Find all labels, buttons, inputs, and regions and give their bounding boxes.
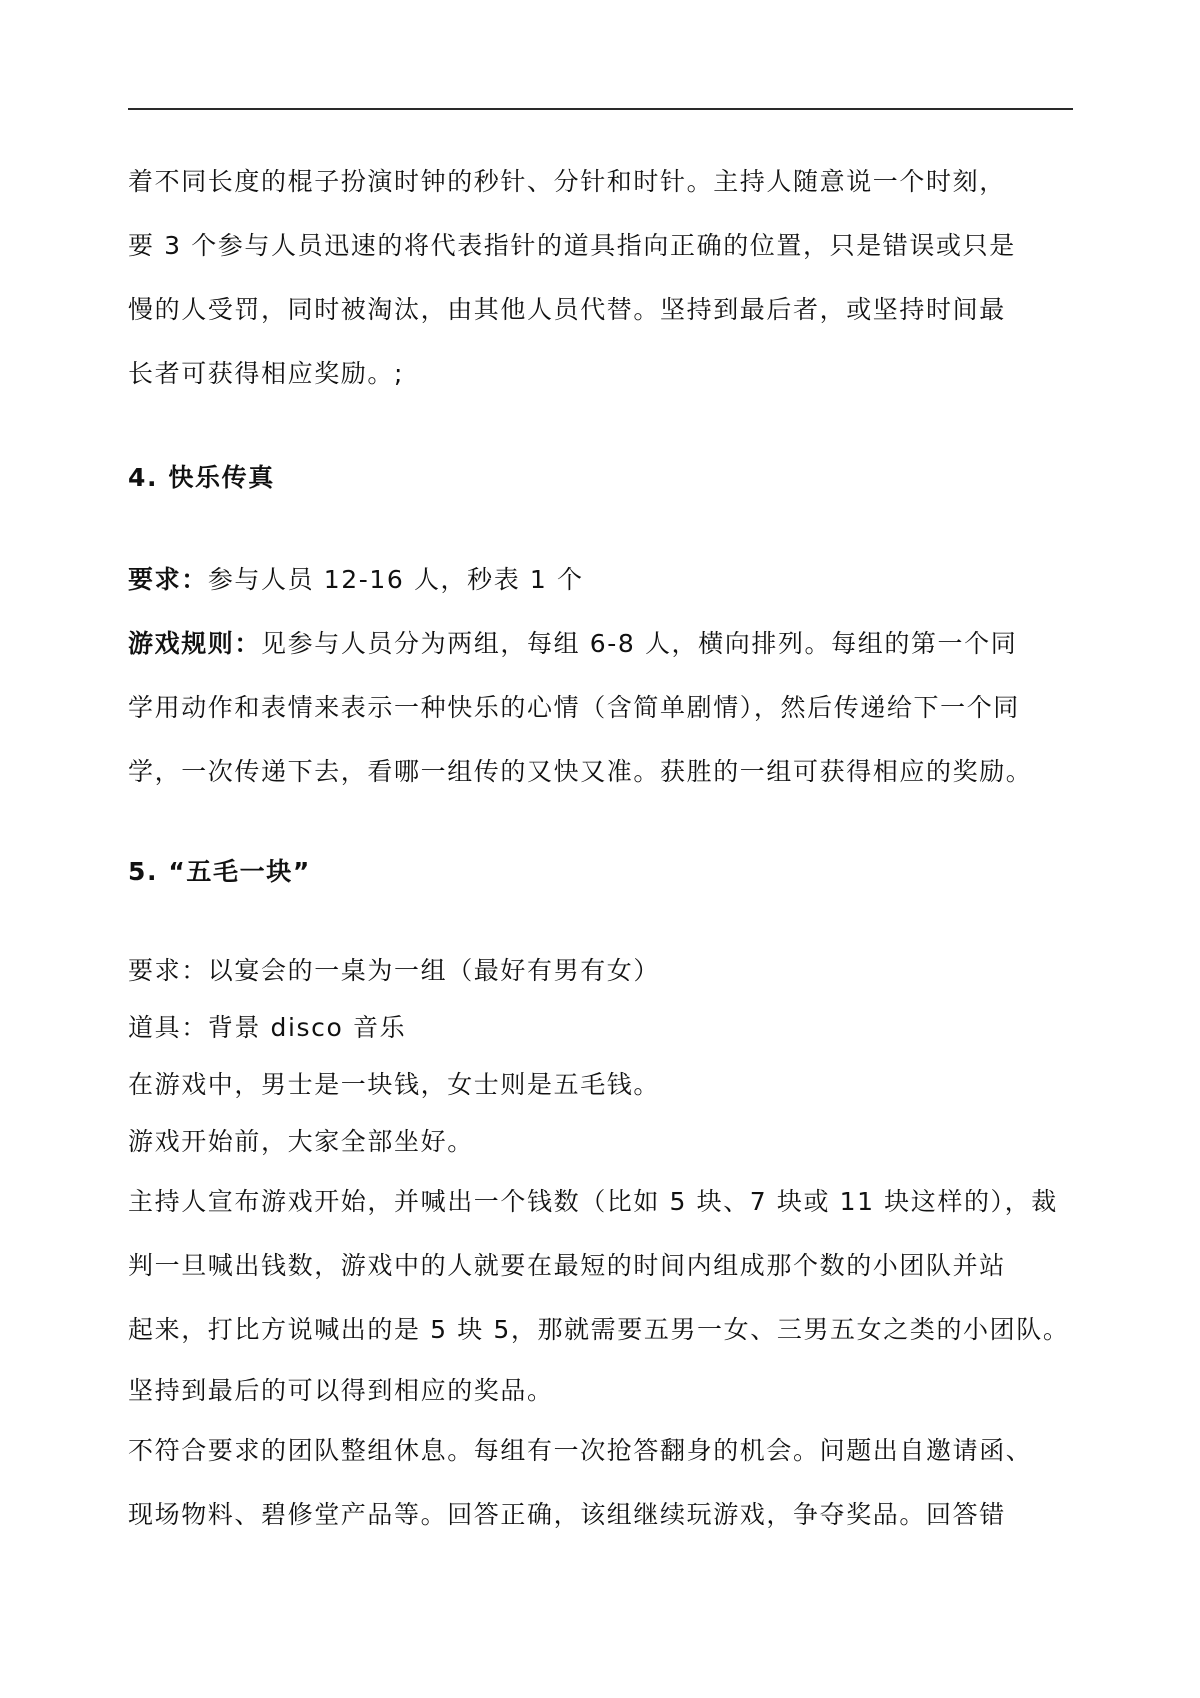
requirement-label: 要求： bbox=[128, 565, 208, 594]
rule-label: 游戏规则： bbox=[128, 629, 262, 658]
section-5-heading: 5. “五毛一块” bbox=[128, 857, 311, 886]
section-5-line: 游戏开始前，大家全部坐好。 bbox=[128, 1127, 474, 1156]
section-5-line: 道具：背景 disco 音乐 bbox=[128, 1013, 407, 1042]
section-5-line: 主持人宣布游戏开始，并喊出一个钱数（比如 5 块、7 块或 11 块这样的），裁 bbox=[128, 1187, 1058, 1216]
section-4-requirement bbox=[128, 548, 1073, 612]
section-5-line: 现场物料、碧修堂产品等。回答正确，该组继续玩游戏，争夺奖品。回答错 bbox=[128, 1500, 1006, 1529]
intro-line: 慢的人受罚，同时被淘汰，由其他人员代替。坚持到最后者，或坚持时间最 bbox=[128, 295, 1006, 324]
section-5-line: 不符合要求的团队整组休息。每组有一次抢答翻身的机会。问题出自邀请函、 bbox=[128, 1436, 1033, 1465]
section-5-line: 要求：以宴会的一桌为一组（最好有男有女） bbox=[128, 956, 661, 985]
header-rule bbox=[128, 108, 1073, 110]
section-4-rule-line: 学用动作和表情来表示一种快乐的心情（含简单剧情），然后传递给下一个同 bbox=[128, 693, 1020, 722]
section-5-line: 起来，打比方说喊出的是 5 块 5，那就需要五男一女、三男五女之类的小团队。 bbox=[128, 1315, 1070, 1344]
intro-line: 要 3 个参与人员迅速的将代表指针的道具指向正确的位置，只是错误或只是 bbox=[128, 231, 1016, 260]
document-body bbox=[128, 150, 1073, 1547]
section-5-line: 坚持到最后的可以得到相应的奖品。 bbox=[128, 1376, 554, 1405]
intro-line: 着不同长度的棍子扮演时钟的秒针、分针和时针。主持人随意说一个时刻， bbox=[128, 167, 1006, 196]
section-5-line: 判一旦喊出钱数，游戏中的人就要在最短的时间内组成那个数的小团队并站 bbox=[128, 1251, 1006, 1280]
section-4-rule-line: 学，一次传递下去，看哪一组传的又快又准。获胜的一组可获得相应的奖励。 bbox=[128, 757, 1033, 786]
requirement-text: 参与人员 12-16 人，秒表 1 个 bbox=[207, 565, 584, 594]
section-5-line: 在游戏中，男士是一块钱，女士则是五毛钱。 bbox=[128, 1070, 661, 1099]
intro-line: 长者可获得相应奖励。; bbox=[128, 359, 405, 388]
rule-text: 见参与人员分为两组，每组 6-8 人，横向排列。每组的第一个同 bbox=[261, 629, 1018, 658]
section-4-rule-line bbox=[128, 612, 1073, 676]
section-4-heading: 4. 快乐传真 bbox=[128, 463, 275, 492]
